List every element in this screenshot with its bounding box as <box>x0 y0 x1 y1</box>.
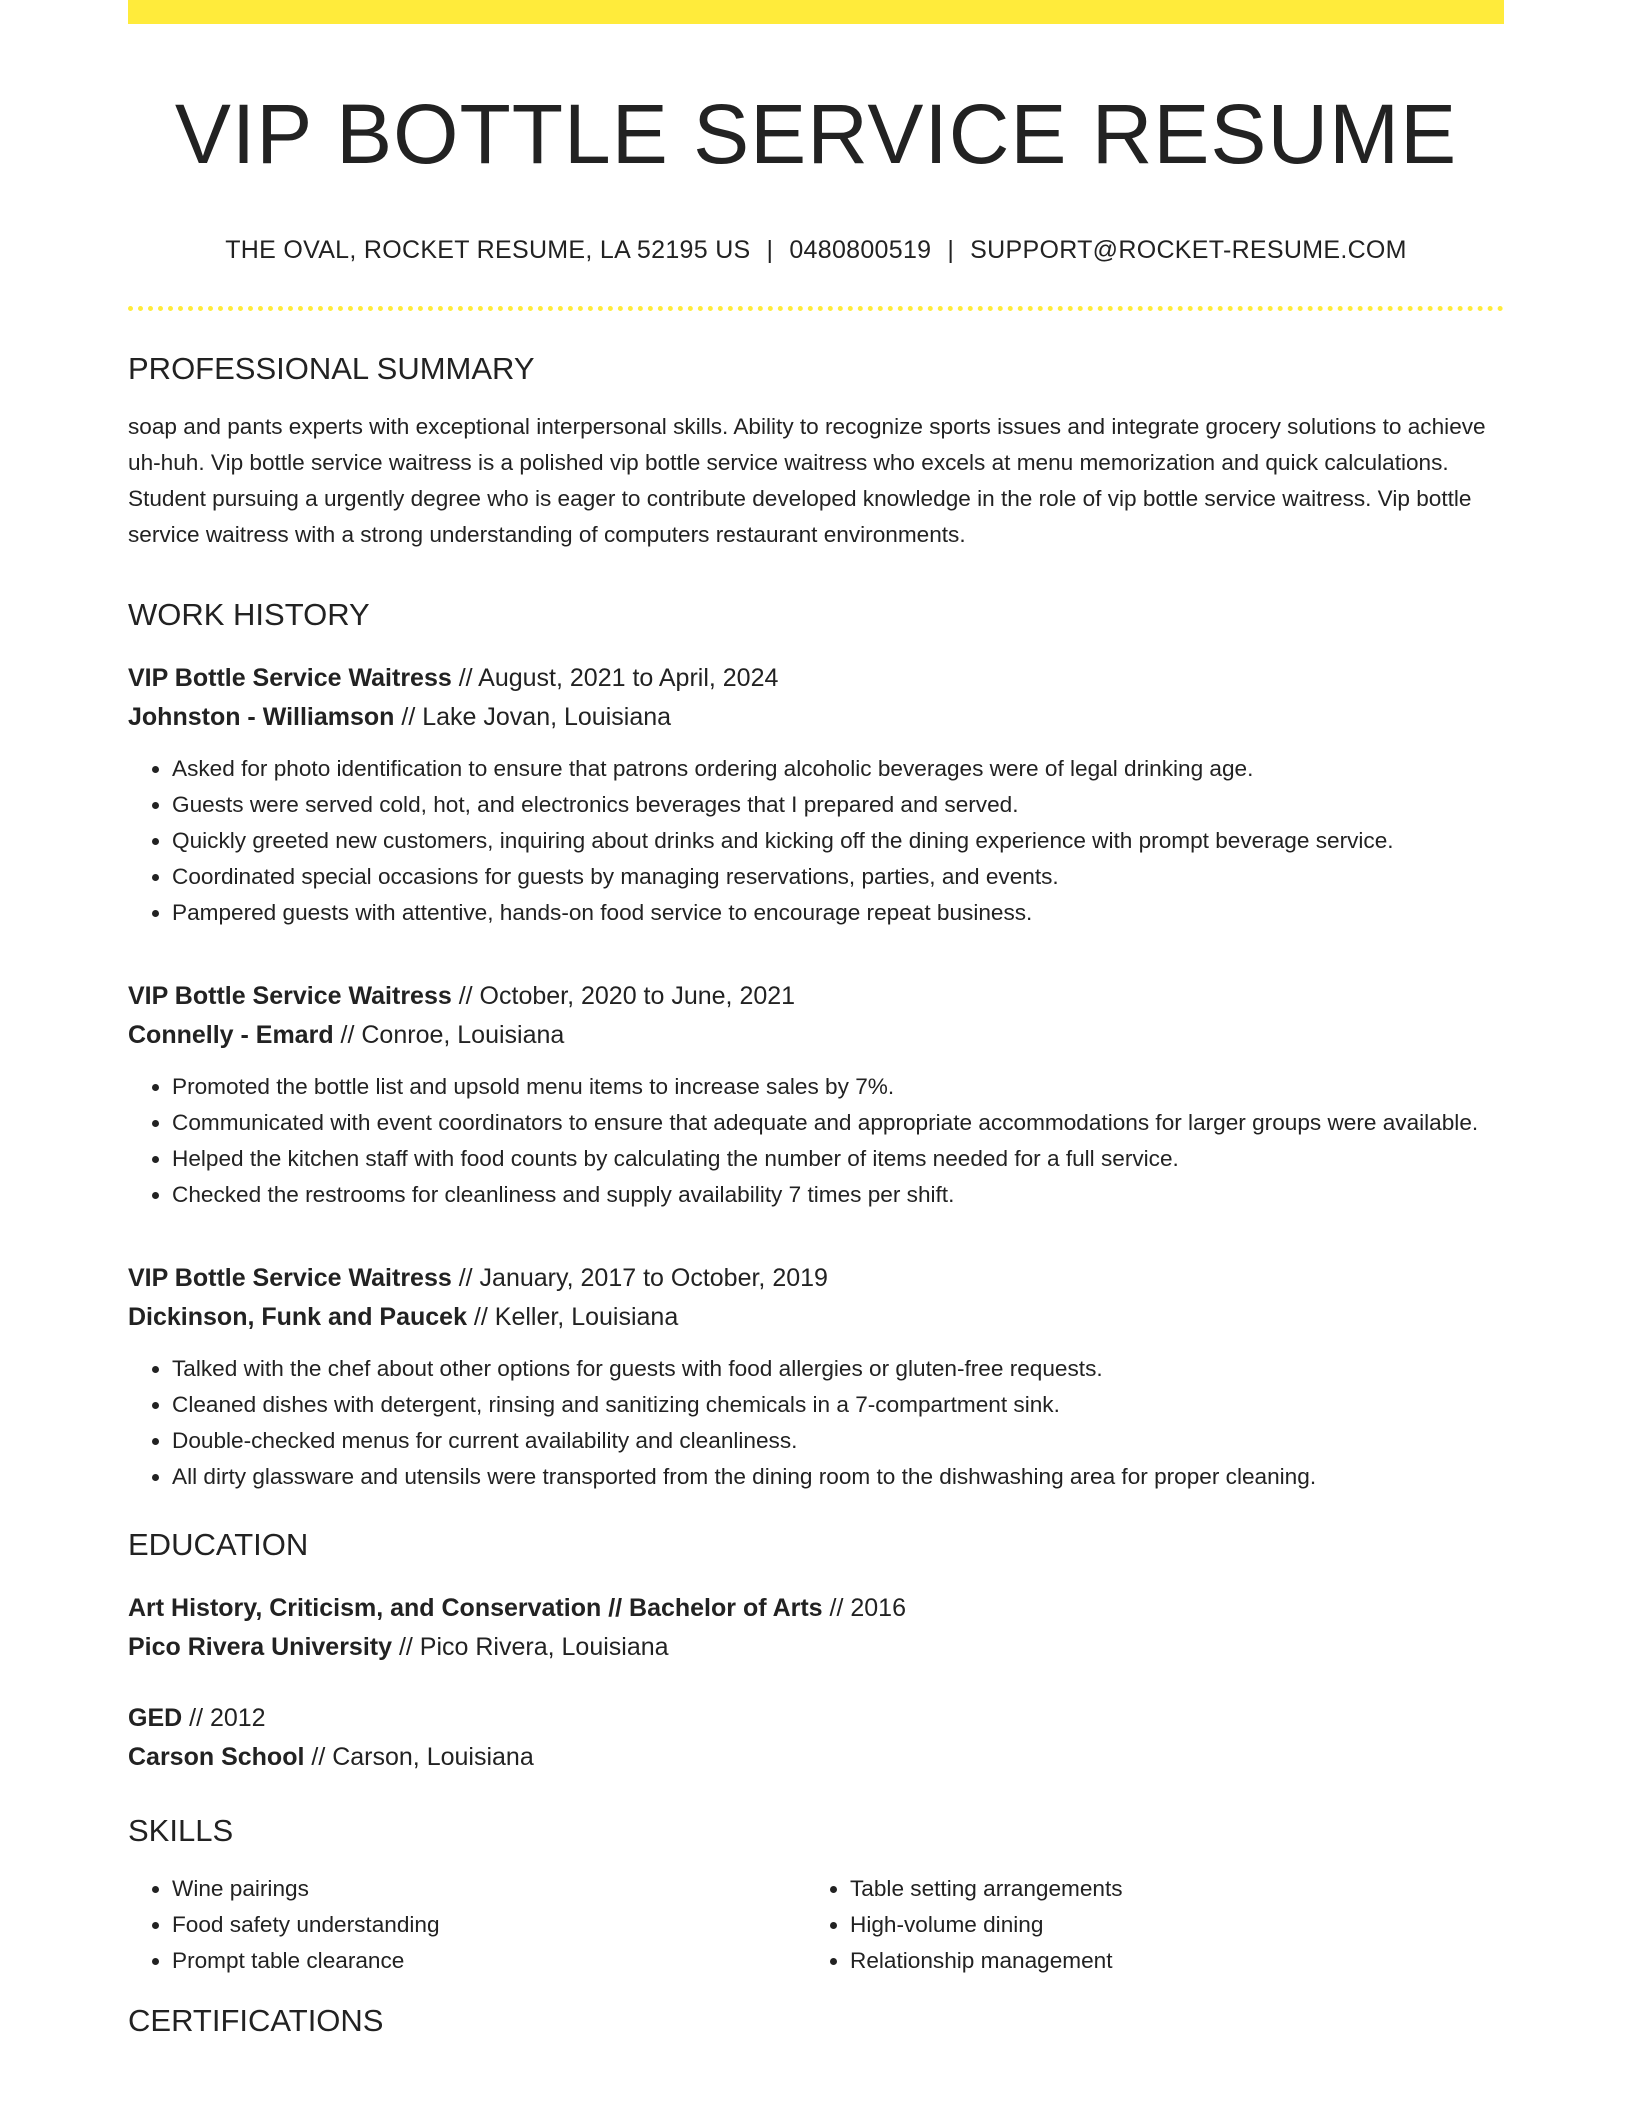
education-entry <box>128 1589 1504 1667</box>
edu-school: Pico Rivera University <box>128 1633 393 1661</box>
skills-columns <box>128 1871 1504 1979</box>
contact-separator: | <box>947 236 955 264</box>
skill-item: • Food safety understanding <box>172 1907 806 1943</box>
job-title-line <box>128 1259 1504 1298</box>
job-title: VIP Bottle Service Waitress <box>128 664 452 692</box>
job-bullets <box>128 1351 1504 1495</box>
job-bullet: • Promoted the bottle list and upsold menu items to increase sales by 7%. <box>172 1069 1504 1105</box>
work-history-heading: WORK HISTORY <box>128 597 370 632</box>
edu-degree: Art History, Criticism, and Conservation // Bachelor of Arts <box>128 1594 823 1622</box>
job-bullets <box>128 1069 1504 1213</box>
summary-text: soap and pants experts with exceptional interpersonal skills. Ability to recognize sports issues and integrate grocery solutions to achieve uh-huh. Vip bottle service waitress is a polished vip bottle service waitress who excels at menu memorization and quick calculations. Student pursuing a urgently degree who is eager to contribute developed knowledge in the role of vip bottle service waitress. Vip bottle service waitress with a strong understanding of computers restaurant environments. <box>128 414 1486 547</box>
job-bullet: • Quickly greeted new customers, inquiring about drinks and kicking off the dining experience with prompt beverage service. <box>172 823 1504 859</box>
certifications-heading: CERTIFICATIONS <box>128 2003 384 2038</box>
contact-separator: | <box>766 236 774 264</box>
job-dates: // October, 2020 to June, 2021 <box>451 982 796 1010</box>
job-bullet: • Cleaned dishes with detergent, rinsing and sanitizing chemicals in a 7-compartment sink. <box>172 1387 1504 1423</box>
job-dates: // January, 2017 to October, 2019 <box>451 1264 828 1292</box>
skill-item: • High-volume dining <box>850 1907 1484 1943</box>
job-title: VIP Bottle Service Waitress <box>128 1264 452 1292</box>
job-bullet: • Guests were served cold, hot, and electronics beverages that I prepared and served. <box>172 787 1504 823</box>
job-bullet: • Communicated with event coordinators to ensure that adequate and appropriate accommodations for larger groups were available. <box>172 1105 1504 1141</box>
job-bullet: • Asked for photo identification to ensure that patrons ordering alcoholic beverages were of legal drinking age. <box>172 751 1504 787</box>
edu-degree: GED <box>128 1704 183 1732</box>
skill-item: • Table setting arrangements <box>850 1871 1484 1907</box>
job-bullet: • Double-checked menus for current availability and cleanliness. <box>172 1423 1504 1459</box>
job-entry <box>128 1259 1504 1495</box>
job-title: VIP Bottle Service Waitress <box>128 982 452 1010</box>
job-location: // Keller, Louisiana <box>466 1303 679 1331</box>
job-company-line <box>128 1016 1504 1055</box>
job-title-line <box>128 977 1504 1016</box>
job-bullets <box>128 751 1504 931</box>
job-company: Johnston - Williamson <box>128 703 395 731</box>
job-title-line <box>128 659 1504 698</box>
job-location: // Conroe, Louisiana <box>333 1021 565 1049</box>
edu-location: // Carson, Louisiana <box>304 1743 534 1771</box>
education-heading: EDUCATION <box>128 1527 309 1562</box>
job-bullet: • Talked with the chef about other options for guests with food allergies or gluten-free requests. <box>172 1351 1504 1387</box>
skill-item: • Prompt table clearance <box>172 1943 806 1979</box>
edu-school: Carson School <box>128 1743 305 1771</box>
summary-heading: PROFESSIONAL SUMMARY <box>128 351 535 386</box>
top-accent-bar <box>128 0 1504 24</box>
edu-school-line <box>128 1738 1504 1777</box>
job-company-line <box>128 698 1504 737</box>
job-bullet: • Coordinated special occasions for guests by managing reservations, parties, and events. <box>172 859 1504 895</box>
contact-email[interactable]: SUPPORT@ROCKET-RESUME.COM <box>970 236 1407 264</box>
job-entry <box>128 977 1504 1213</box>
edu-degree-line <box>128 1699 1504 1738</box>
job-company: Connelly - Emard <box>128 1021 334 1049</box>
edu-location: // Pico Rivera, Louisiana <box>392 1633 669 1661</box>
job-bullet: • Pampered guests with attentive, hands-on food service to encourage repeat business. <box>172 895 1504 931</box>
job-location: // Lake Jovan, Louisiana <box>394 703 672 731</box>
education-entry <box>128 1699 1504 1777</box>
job-bullet: • All dirty glassware and utensils were transported from the dining room to the dishwashing area for proper cleaning. <box>172 1459 1504 1495</box>
skills-left-list <box>128 1871 806 1979</box>
job-dates: // August, 2021 to April, 2024 <box>451 664 779 692</box>
job-company-line <box>128 1298 1504 1337</box>
contact-line <box>128 234 1504 266</box>
skill-item: • Relationship management <box>850 1943 1484 1979</box>
skill-item: • Wine pairings <box>172 1871 806 1907</box>
job-entry <box>128 659 1504 931</box>
edu-school-line <box>128 1628 1504 1667</box>
job-bullet: • Helped the kitchen staff with food counts by calculating the number of items needed for a full service. <box>172 1141 1504 1177</box>
job-bullet: • Checked the restrooms for cleanliness and supply availability 7 times per shift. <box>172 1177 1504 1213</box>
contact-address: THE OVAL, ROCKET RESUME, LA 52195 US <box>225 236 751 264</box>
dotted-divider <box>128 306 1504 311</box>
resume-title: VIP BOTTLE SERVICE RESUME <box>174 87 1458 181</box>
contact-phone[interactable]: 0480800519 <box>789 236 932 264</box>
edu-degree-line <box>128 1589 1504 1628</box>
resume-page <box>128 0 1504 2041</box>
skills-right-list <box>806 1871 1484 1979</box>
job-company: Dickinson, Funk and Paucek <box>128 1303 467 1331</box>
skills-heading: SKILLS <box>128 1813 234 1848</box>
edu-year: // 2012 <box>182 1704 266 1732</box>
edu-year: // 2016 <box>822 1594 906 1622</box>
